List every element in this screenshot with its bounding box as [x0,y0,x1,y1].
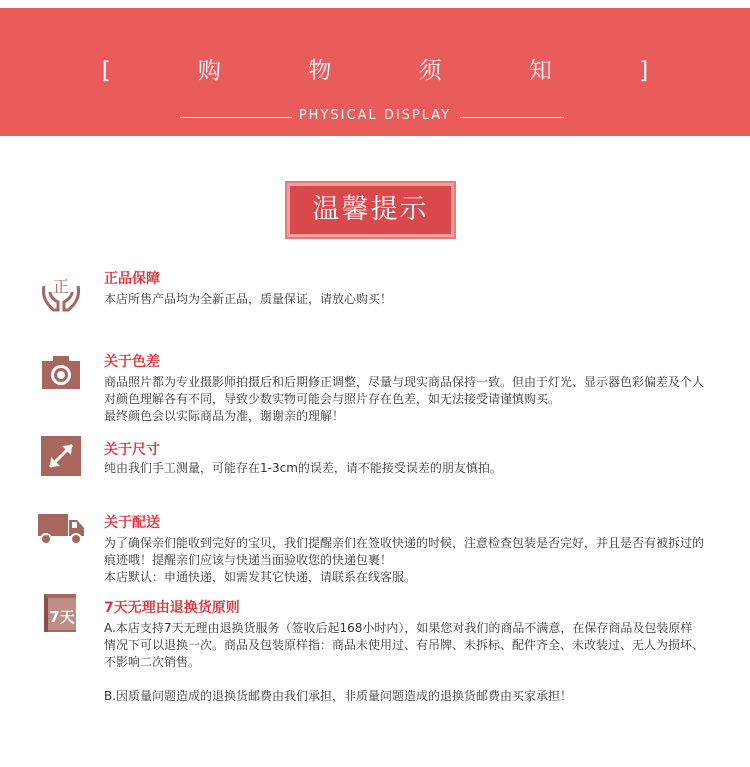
section-line [104,671,726,688]
header-subtitle: PHYSICAL DISPLAY [298,108,452,123]
section-line: 本店所售产品均为全新正品，质量保证，请放心购买！ [104,292,393,306]
section-title-genuine: 正品保障 [104,271,160,287]
section-line: B.因质量问题造成的退换货邮费由我们承担，非质量问题造成的退换货邮费由买家承担！ [104,689,573,703]
section-line: 情况下可以退换一次。商品及包装原样指：商品未使用过、有吊牌、未拆标、配件齐全、未改装过、无人为损坏、 [104,638,705,652]
delivery-truck-icon [37,508,85,550]
section-line: 纯由我们手工测量，可能存在1-3cm的误差，请不能接受误差的朋友慎拍。 [104,461,502,475]
section-text-delivery [104,535,726,586]
svg-text:7天: 7天 [49,608,75,626]
notice-badge: 温馨提示 [285,181,456,239]
section-title-size: 关于尺寸 [104,442,160,458]
section-line: A.本店支持7天无理由退换货服务（签收后起168小时内），如果您对我们的商品不满意，在保存商品及包装原样 [104,621,693,635]
section-title-returns: 7天无理由退换货原则 [104,600,240,616]
svg-text:正: 正 [52,277,70,296]
section-text-returns [104,620,726,705]
genuine-hands-icon [40,272,82,314]
calendar-7day-icon [40,592,82,634]
section-line: 本店默认：申通快递，如需发其它快递，请联系在线客服。 [104,570,417,584]
section-text-genuine [104,291,726,308]
section-line: 商品照片都为专业摄影师拍摄后和后期修正调整，尽量与现实商品保持一致。但由于灯光、显示器色彩偏差及个人 [104,375,705,389]
section-line: 对颜色理解各有不同，导致少数实物可能会与照片存在色差，如无法接受请谨慎购买。 [104,392,561,406]
section-line: 最终颜色会以实际商品为准，谢谢亲的理解！ [104,409,345,423]
header-banner [0,8,750,136]
section-line: 不影响二次销售。 [104,655,201,669]
header-divider-right [460,117,564,118]
section-line: 痕迹哦！提醒亲们应该与快递当面验收您的快递包裹！ [104,553,393,567]
section-line: 为了确保亲们能收到完好的宝贝，我们提醒亲们在签收快递的时候，注意检查包装是否完好，并且是否有被拆过的 [104,536,705,550]
section-text-color [104,374,726,425]
section-title-color: 关于色差 [104,354,160,370]
section-title-delivery: 关于配送 [104,515,160,531]
header-title: [ 购 物 须 知 ] [101,58,689,84]
resize-arrow-icon [40,435,82,477]
section-text-size [104,460,726,477]
camera-icon [40,351,82,393]
